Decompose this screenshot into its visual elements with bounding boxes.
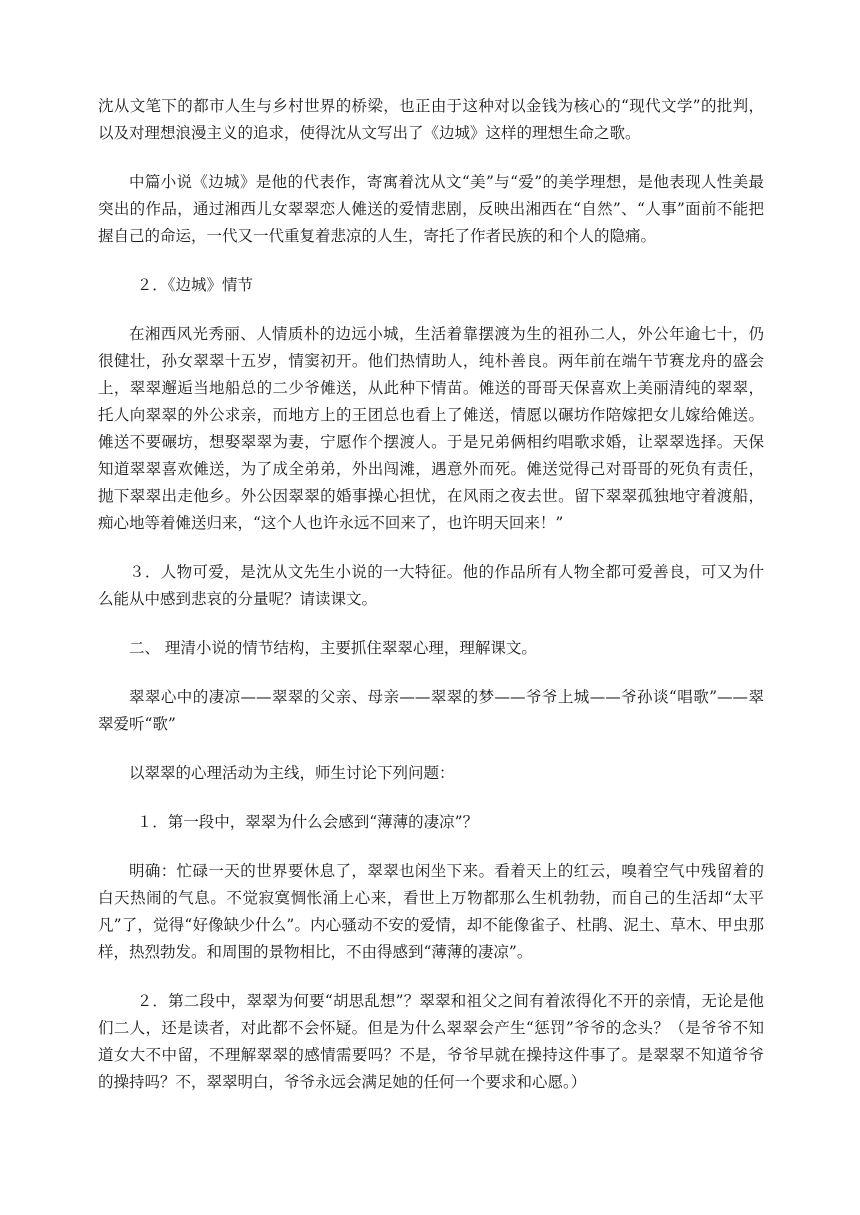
paragraph-structure-outline: 翠翠心中的凄凉——翠翠的父亲、母亲——翠翠的梦——爷爷上城——爷孙谈“唱歌”——翠翠爱听“歌” [98, 688, 764, 733]
section-heading-structure: 二、 理清小说的情节结构，主要抓住翠翠心理，理解课文。 [129, 639, 537, 657]
paragraph-intro-continued: 沈从文笔下的都市人生与乡村世界的桥梁，也正由于这种对以金钱为核心的“现代文学”的批判，以及对理想浪漫主义的追求，使得沈从文写出了《边城》这样的理想生命之歌。 [98, 97, 764, 142]
question-one: １．第一段中，翠翠为什么会感到“薄薄的凄凉”？ [136, 813, 479, 831]
answer-one: 明确：忙碌一天的世界要休息了，翠翠也闲坐下来。看着天上的红云，嗅着空气中残留着的白天热闹的气息。不觉寂寞惆怅涌上心来，看世上万物都那么生机勃勃，而自己的生活却“太平凡”了，觉得“好像缺少什么”。内心骚动不安的爱情，却不能像雀子、杜鹃、泥土、草木、甲虫那样，热烈勃发。和周围的景物相比，不由得感到“薄薄的凄凉”。 [98, 862, 764, 961]
question-two: ２．第二段中，翠翠为何要“胡思乱想”？翠翠和祖父之间有着浓得化不开的亲情，无论是他们二人，还是读者，对此都不会怀疑。但是为什么翠翠会产生“惩罚”爷爷的念头？（是爷爷不知道女大不中留，不理解翠翠的感情需要吗？不是，爷爷早就在操持这件事了。是翠翠不知道爷爷的操持吗？不，翠翠明白，爷爷永远会满足她的任何一个要求和心愿。） [98, 992, 764, 1091]
paragraph-plot: 在湘西风光秀丽、人情质朴的边远小城，生活着靠摆渡为生的祖孙二人，外公年逾七十，仍很健壮，孙女翠翠十五岁，情窦初开。他们热情助人，纯朴善良。两年前在端午节赛龙舟的盛会上，翠翠邂逅当地船总的二少爷傩送，从此种下情苗。傩送的哥哥天保喜欢上美丽清纯的翠翠，托人向翠翠的外公求亲，而地方上的王团总也看上了傩送，情愿以碾坊作陪嫁把女儿嫁给傩送。傩送不要碾坊，想娶翠翠为妻，宁愿作个摆渡人。于是兄弟俩相约唱歌求婚，让翠翠选择。天保知道翠翠喜欢傩送，为了成全弟弟，外出闯滩，遇意外而死。傩送觉得己对哥哥的死负有责任，抛下翠翠出走他乡。外公因翠翠的婚事操心担忧，在风雨之夜去世。留下翠翠孤独地守着渡船，痴心地等着傩送归来，“这个人也许永远不回来了，也许明天回来！” [98, 325, 764, 532]
paragraph-biancheng-summary: 中篇小说《边城》是他的代表作，寄寓着沈从文“美”与“爱”的美学理想，是他表现人性美最突出的作品，通过湘西儿女翠翠恋人傩送的爱情悲剧，反映出湘西在“自然”、“人事”面前不能把握自己的命运，一代又一代重复着悲凉的人生，寄托了作者民族的和个人的隐痛。 [98, 173, 764, 245]
document-page [98, 93, 764, 1118]
paragraph-question-characters: ３．人物可爱，是沈从文先生小说的一大特征。他的作品所有人物全都可爱善良，可又为什么能从中感到悲哀的分量呢？请读课文。 [98, 563, 764, 608]
paragraph-discussion-intro: 以翠翠的心理活动为主线，师生讨论下列问题： [129, 764, 455, 782]
section-heading-plot: ２．《边城》情节 [136, 276, 254, 294]
